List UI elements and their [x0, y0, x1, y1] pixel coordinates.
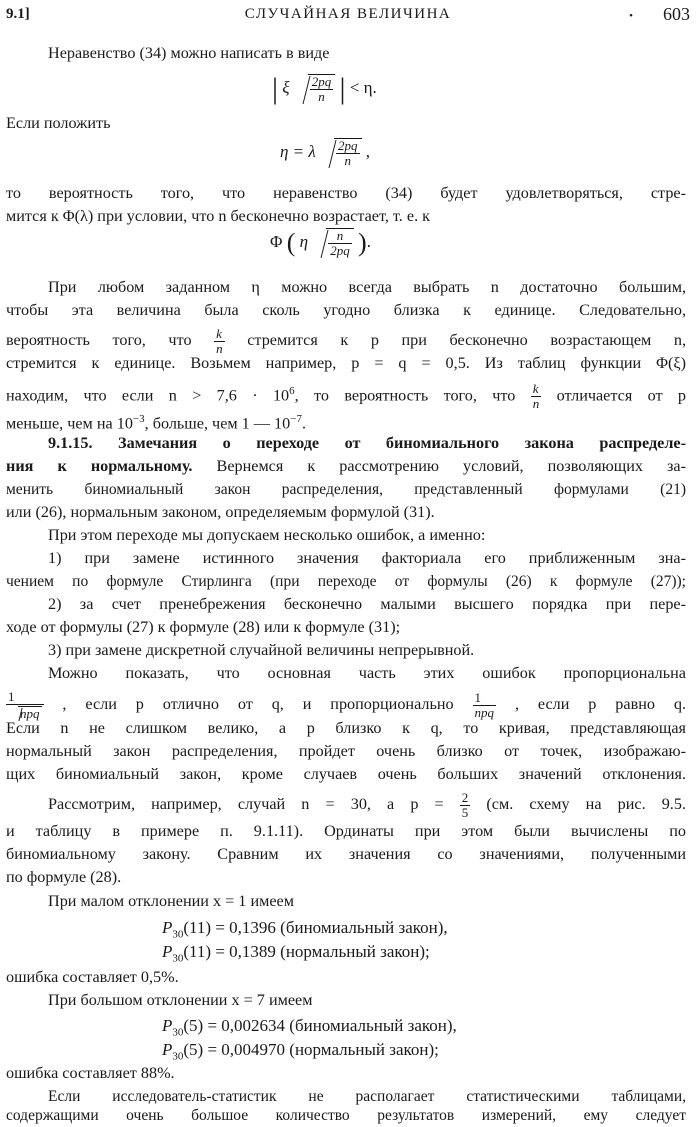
- text-line: [6, 690, 686, 721]
- text-line: то вероятность того, что неравенство (34) будет удовлетворяться, стре-: [6, 184, 686, 202]
- formula-value: (5) = 0,004970 (нормальный закон);: [183, 1040, 439, 1059]
- formula-eta: η: [299, 231, 309, 251]
- exponent: −7: [290, 413, 302, 425]
- text-line: мится к Φ(λ) при условии, что n бесконечно возрастает, т. е. к: [6, 207, 431, 225]
- text-line: или (26), нормальным законом, определяемым формулой (31).: [6, 503, 435, 521]
- text-line: Неравенство (34) можно написать в виде: [48, 44, 330, 62]
- text-line: При любом заданном η можно всегда выбрать n достаточно большим,: [48, 278, 686, 296]
- formula-p30-11-normal: [162, 942, 430, 964]
- text-line: по формуле (28).: [6, 868, 122, 886]
- formula-tail: ,: [365, 141, 371, 161]
- text-line: содержащими очень большое количество результатов измерений, ему следует: [6, 1107, 686, 1124]
- formula-value: (5) = 0,002634 (биномиальный закон),: [183, 1016, 457, 1035]
- formula-34-rewritten: | ξ $\frac{2pq}{n}$ | < η.: [272, 72, 377, 105]
- text-line: ошибка составляет 88%.: [6, 1064, 175, 1082]
- formula-value: (11) = 0,1389 (нормальный закон);: [183, 942, 430, 961]
- formula-p30-5-binomial: [162, 1016, 457, 1038]
- running-header: [6, 6, 690, 26]
- text-span: отличается от p: [556, 386, 686, 405]
- subscript: 30: [172, 1050, 184, 1063]
- frac-numerator: k: [216, 326, 222, 341]
- text-line: Если n не слишком велико, а p близко к q, то кривая, представляющая: [6, 719, 686, 737]
- section-heading-cont: ния к нормальному.: [6, 457, 193, 475]
- formula-p30-5-normal: [162, 1040, 439, 1062]
- frac-numerator: 2pq: [338, 138, 358, 153]
- sqrt-expression: [320, 138, 362, 168]
- text-line: [6, 455, 686, 478]
- frac-numerator: 1: [473, 691, 497, 706]
- text-span: находим, что если n > 7,6 · 10: [6, 386, 290, 405]
- fraction-one-over-npq: [473, 691, 497, 720]
- fraction-one-over-sqrt-npq: [6, 690, 44, 721]
- text-span: стремится к p при бесконечно возрастающем n,: [247, 331, 687, 350]
- text-span: вероятность того, что: [6, 331, 192, 350]
- exponent: 6: [289, 385, 295, 397]
- section-ref: 9.1]: [6, 6, 30, 22]
- frac-numerator: k: [532, 381, 539, 397]
- symbol-p: P: [162, 942, 173, 961]
- formula-phi-limit: Φ ( η $\frac{n}{2pq}$ ).: [270, 228, 371, 258]
- sqrt-expression: [294, 74, 336, 104]
- text-span: (см. схему на рис. 9.5.: [486, 795, 686, 814]
- text-span: .: [301, 414, 306, 433]
- frac-denominator: n: [532, 396, 540, 412]
- fraction-k-over-n: [531, 382, 542, 411]
- text-line: биномиальному закону. Сравним их значения со значениями, полученными: [6, 845, 686, 863]
- formula-value: (11) = 0,1396 (биномиальный закон),: [183, 918, 448, 937]
- text-line: стремится к единице. Возьмем например, p = q = 0,5. Из таблиц функции Φ(ξ): [6, 354, 686, 372]
- formula-xi: ξ: [282, 77, 290, 97]
- text-span: , то вероятность того, что: [294, 386, 516, 405]
- frac-denominator: n: [318, 89, 325, 104]
- text-line: При малом отклонении x = 1 имеем: [48, 892, 294, 910]
- subscript: 30: [172, 928, 184, 941]
- text-span: , если p отлично от q, и пропорционально: [62, 694, 454, 713]
- text-span: меньше, чем на 10: [6, 414, 133, 433]
- symbol-p: P: [162, 1016, 173, 1035]
- formula-eta-lambda: η = λ: [280, 141, 316, 161]
- symbol-p: P: [162, 1040, 173, 1059]
- formula-tail: .: [366, 231, 371, 251]
- text-span: , если p равно q.: [514, 694, 687, 713]
- page-number: [629, 4, 690, 25]
- formula-eta-def: [280, 138, 370, 168]
- text-line: нормальный закон распределения, пройдет очень близко от точек, изображаю-: [6, 742, 686, 760]
- text-line: ошибка составляет 0,5%.: [6, 968, 179, 986]
- text-line: При этом переходе мы допускаем несколько ошибок, а именно:: [48, 526, 486, 544]
- exponent: −3: [132, 413, 145, 425]
- text-line: ходе от формулы (27) к формуле (28) или к формуле (31);: [6, 618, 401, 636]
- subscript: 30: [172, 952, 184, 965]
- text-line: и таблицу в примере п. 9.1.11). Ординаты при этом были вычислены по: [6, 822, 686, 840]
- text-line: [48, 791, 686, 820]
- frac-denominator: npq: [474, 704, 495, 720]
- frac-denominator: n: [344, 153, 352, 168]
- text-line: 2) за счет пренебрежения бесконечно малыми высшего порядка при пере-: [48, 595, 686, 613]
- fraction-two-fifths: [460, 791, 471, 820]
- text-span: , больше, чем 1 — 10: [144, 414, 291, 433]
- formula-phi: Φ: [270, 231, 283, 251]
- text-line: чением по формуле Стирлинга (при переходе от формулы (26) к формуле (27));: [6, 573, 686, 590]
- frac-numerator: n: [336, 228, 344, 243]
- section-heading: 9.1.15. Замечания о переходе от биномиального закона распределе-: [48, 434, 686, 452]
- text-line: чтобы эта величина была сколь угодно близка к единице. Следовательно,: [6, 301, 686, 319]
- text-line: менить биномиальный закон распределения, представленный формулами (21): [6, 481, 686, 498]
- text-span: Рассмотрим, например, случай n = 30, а p =: [48, 795, 444, 814]
- formula-p30-11-binomial: [162, 918, 448, 940]
- header-mark: •: [629, 9, 633, 22]
- frac-numerator: 2pq: [311, 74, 332, 89]
- text-line: щих биномиальный закон, кроме случаев очень больших значений отклонения.: [6, 765, 686, 783]
- page-number-value: 603: [663, 4, 690, 24]
- text-line: 3) при замене дискретной случайной величины непрерывной.: [48, 641, 475, 659]
- text-line: Если исследователь-статистик не располагает статистическими таблицами,: [48, 1088, 686, 1105]
- text-line: Можно показать, что основная часть этих ошибок пропорциональна: [48, 664, 686, 682]
- text-line: [6, 380, 686, 411]
- text-span: Вернемся к рассмотрению условий, позволяющих за-: [192, 457, 686, 475]
- text-line: Если положить: [6, 114, 111, 132]
- frac-numerator: 2: [461, 790, 469, 805]
- sqrt-expression: [312, 228, 354, 258]
- subscript: 30: [172, 1026, 184, 1039]
- frac-numerator: 1: [6, 690, 44, 705]
- running-title: СЛУЧАЙНАЯ ВЕЛИЧИНА: [244, 6, 452, 22]
- formula-rhs: < η.: [349, 77, 377, 97]
- frac-denominator: npq: [20, 705, 40, 721]
- frac-denominator: 5: [461, 805, 469, 820]
- text-line: 1) при замене истинного значения факториала его приближенным зна-: [48, 549, 686, 567]
- frac-denominator: 2pq: [330, 243, 350, 258]
- text-line: При большом отклонении x = 7 имеем: [48, 991, 313, 1009]
- frac-denominator: n: [216, 341, 223, 356]
- symbol-p: P: [162, 918, 173, 937]
